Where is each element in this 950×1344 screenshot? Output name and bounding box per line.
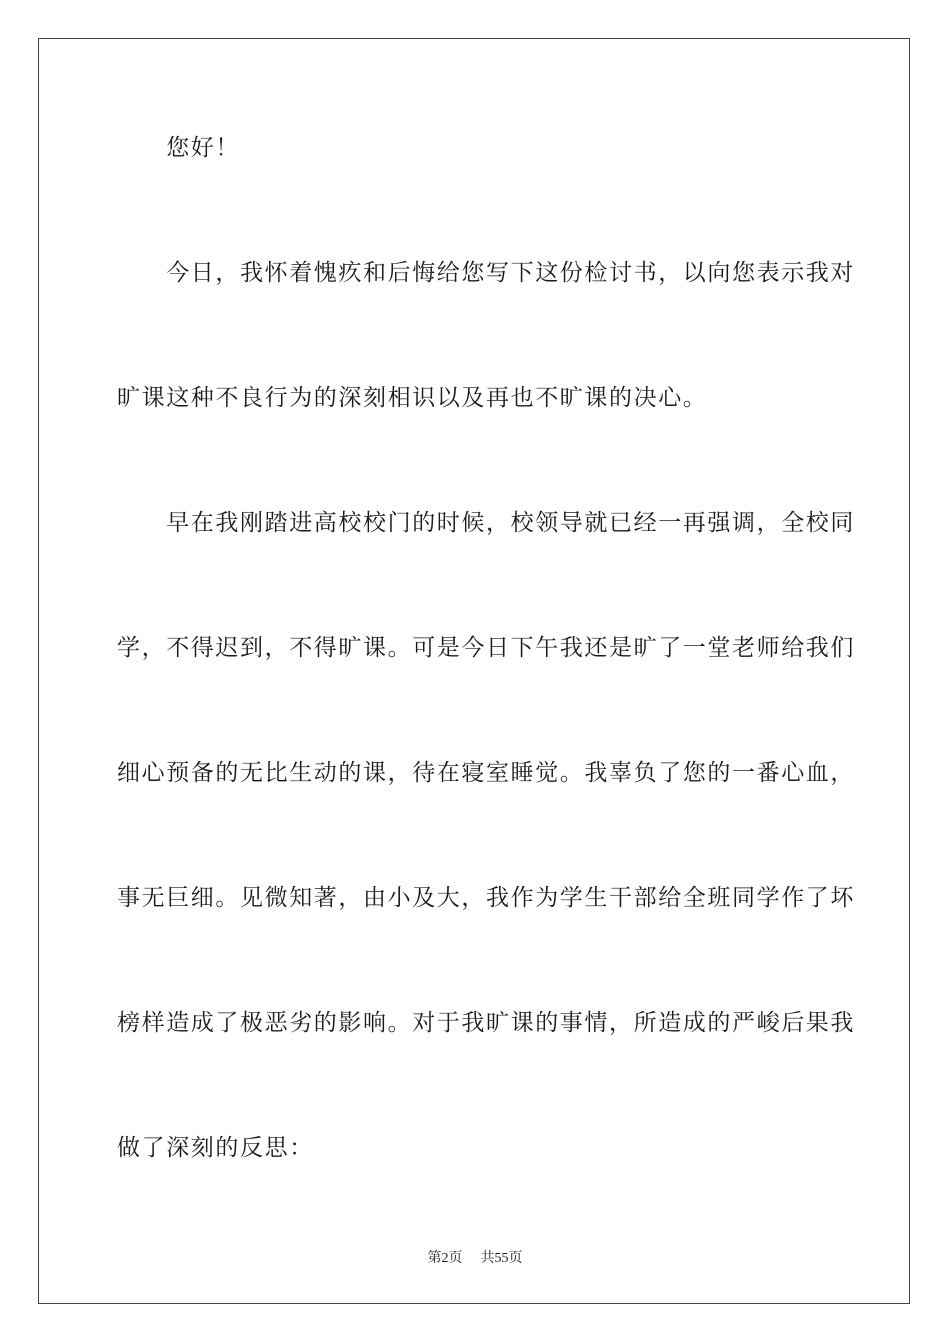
body-line: 做了深刻的反思：	[117, 1135, 314, 1161]
body-line: 细心预备的无比生动的课，待在寝室睡觉。我辜负了您的一番心血，	[117, 760, 855, 786]
body-line: 榜样造成了极恶劣的影响。对于我旷课的事情，所造成的严峻后果我	[117, 1010, 855, 1036]
body-line: 今日，我怀着愧疚和后悔给您写下这份检讨书，以向您表示我对	[117, 260, 855, 286]
salutation-line: 您好！	[117, 135, 240, 161]
total-pages: 共55页	[480, 1251, 523, 1266]
page-footer	[0, 1247, 950, 1267]
body-line: 事无巨细。见微知著，由小及大，我作为学生干部给全班同学作了坏	[117, 885, 855, 911]
page-number: 第2页	[427, 1251, 463, 1266]
page-border	[38, 38, 910, 1304]
body-line: 旷课这种不良行为的深刻相识以及再也不旷课的决心。	[117, 385, 708, 411]
body-line: 早在我刚踏进高校校门的时候，校领导就已经一再强调，全校同	[117, 510, 855, 536]
body-line: 学，不得迟到，不得旷课。可是今日下午我还是旷了一堂老师给我们	[117, 635, 855, 661]
